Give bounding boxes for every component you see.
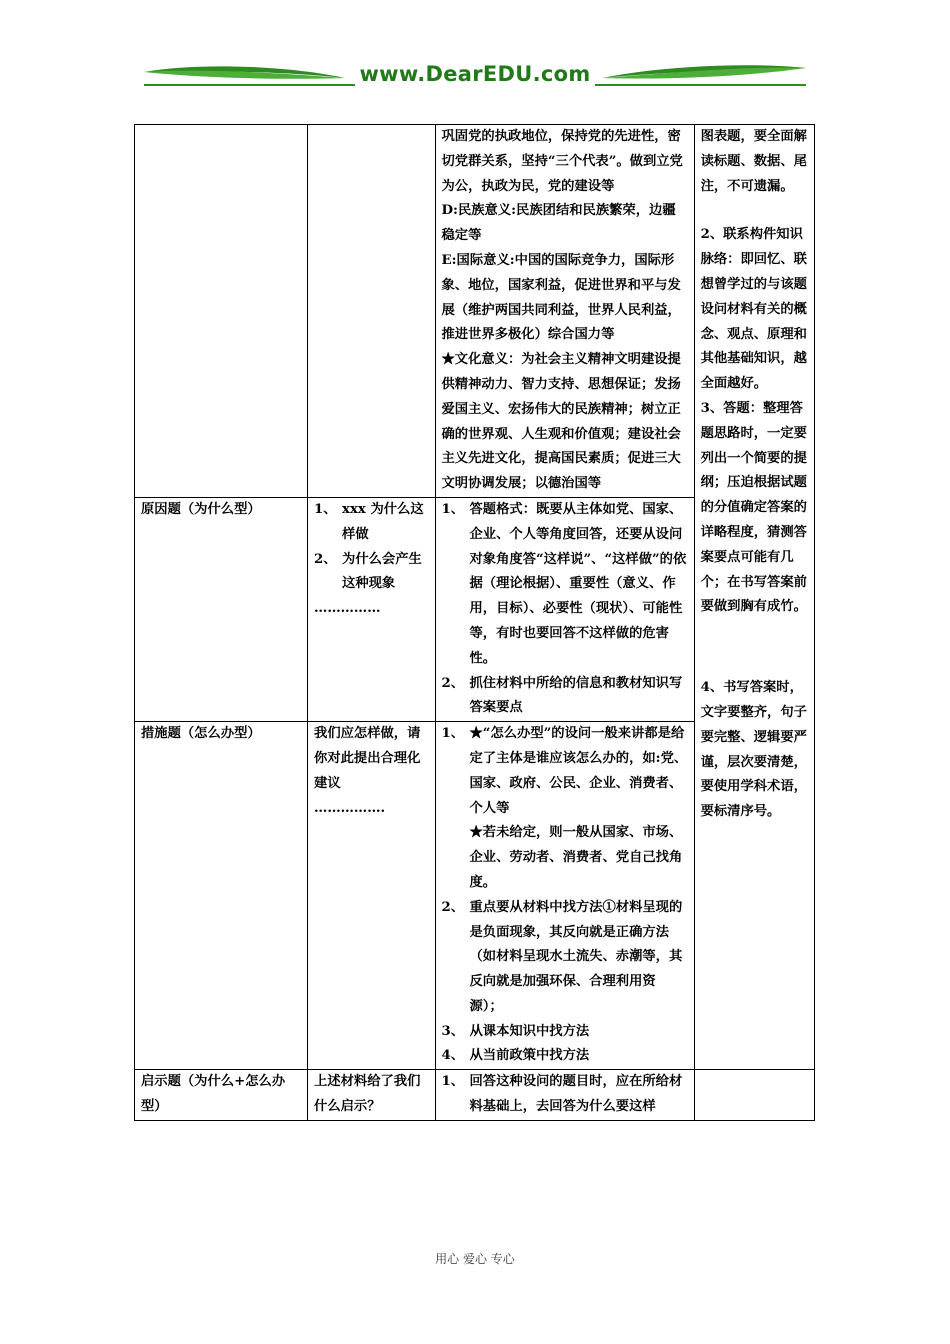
list-number: 2、 — [314, 551, 337, 567]
list-item — [442, 821, 688, 895]
tip-text: 2、联系构件知识脉络：即回忆、联想曾学过的与该题设问材料有关的概念、观点、原理和其他基础知识，越全面越好。 — [700, 227, 807, 392]
question-form-text: 我们应怎样做，请你对此提出合理化建议 — [314, 726, 421, 791]
list-item — [442, 1070, 688, 1120]
list-item — [314, 548, 428, 598]
list-number: 1、 — [441, 726, 465, 742]
question-type-label: 启示题（为什么+怎么办型） — [135, 1070, 308, 1121]
list-number: 1、 — [441, 501, 465, 517]
list-item — [442, 722, 688, 821]
method-text: ★“怎么办型”的设问一般来讲都是给定了主体是谁应该怎么办的，如:党、国家、政府、公民、企业、消费者、个人等 — [469, 726, 688, 816]
question-cell-empty — [308, 125, 435, 498]
tip-text: 图表题，要全面解读标题、数据、尾注，不可遗漏。 — [700, 129, 807, 194]
ellipsis-text: ……………. — [314, 800, 386, 816]
list-number: 2、 — [441, 675, 465, 691]
method-text: ★文化意义：为社会主义精神文明建设提供精神动力、智力支持、思想保证；发扬爱国主义、宏扬伟大的民族精神；树立正确的世界观、人生观和价值观；建设社会主义先进文化，提高国民素质；促进三大文明协调发展；以德治国等 — [441, 352, 681, 492]
tips-cell — [694, 125, 814, 1070]
question-form-text: xxx 为什么这样做 — [342, 501, 424, 542]
method-cell — [435, 722, 694, 1070]
site-header — [140, 58, 810, 94]
page-footer: 用心 爱心 专心 — [435, 1252, 515, 1266]
method-cell — [435, 1070, 694, 1121]
list-item — [442, 498, 688, 672]
question-form-cell — [308, 497, 435, 721]
method-text: 抓住材料中所给的信息和教材知识写答案要点 — [469, 675, 683, 716]
question-form-text: 为什么会产生这种现象 — [342, 551, 422, 592]
list-number: 4、 — [441, 1048, 465, 1064]
question-type-label: 措施题（怎么办型） — [135, 722, 308, 1070]
method-text: E:国际意义:中国的国际竞争力，国际形象、地位，国家利益，促进世界和平与发展（维护两国共同利益，世界人民利益，推进世界多极化）综合国力等 — [441, 252, 681, 343]
question-form-text: 上述材料给了我们什么启示？ — [308, 1070, 435, 1121]
list-item — [442, 672, 688, 722]
table-row — [135, 125, 815, 498]
list-number: 2、 — [441, 899, 465, 915]
type-cell-empty — [135, 125, 308, 498]
ellipsis-text: …………… — [314, 601, 381, 617]
tip-text: 4、书写答案时，文字要整齐，句子要完整、逻辑要严谨，层次要清楚，要使用学科术语，要标清序号。 — [700, 680, 807, 820]
tip-text: 3、答题：整理答题思路时，一定要列出一个简要的提纲；压迫根据试题的分值确定答案的详略程度，猜测答案要点可能有几个；在书写答案前要做到胸有成竹。 — [700, 400, 807, 615]
list-item — [442, 896, 688, 1020]
list-number: 3、 — [441, 1023, 465, 1039]
site-url-logo — [140, 62, 810, 86]
method-text: 巩固党的执政地位，保持党的先进性，密切党群关系，坚持“三个代表”。做到立党为公，执政为民，党的建设等 — [441, 129, 683, 194]
question-type-label: 原因题（为什么型） — [135, 497, 308, 721]
method-text: 从当前政策中找方法 — [469, 1048, 590, 1064]
answer-methods-table — [134, 124, 815, 1121]
table-row — [135, 1070, 815, 1121]
list-item — [442, 1020, 688, 1045]
method-text: 从课本知识中找方法 — [469, 1023, 590, 1039]
method-text: 重点要从材料中找方法①材料呈现的是负面现象，其反向就是正确方法（如材料呈现水土流失、赤潮等，其反向就是加强环保、合理利用资源）； — [469, 899, 683, 1014]
list-item — [442, 1044, 688, 1069]
list-item — [314, 498, 428, 548]
method-text: ★若未给定，则一般从国家、市场、企业、劳动者、消费者、党自己找角度。 — [469, 825, 683, 890]
tips-cell-empty — [694, 1070, 814, 1121]
method-cell — [435, 125, 694, 498]
method-text: 回答这种设问的题目时，应在所给材料基础上，去回答为什么要这样 — [469, 1074, 683, 1115]
list-number: 1、 — [314, 501, 337, 517]
site-url-text: www.DearEDU.com — [355, 62, 594, 86]
list-number: 1、 — [441, 1074, 465, 1090]
method-text: 答题格式：既要从主体如党、国家、企业、个人等角度回答，还要从设问对象角度答“这样说”、“这样做”的依据（理论根据）、重要性（意义、作用，目标）、必要性（现状）、可能性等，有时也要回答不这样做的危害性。 — [469, 501, 687, 666]
method-cell — [435, 497, 694, 721]
question-form-cell — [308, 722, 435, 1070]
method-text: D:民族意义:民族团结和民族繁荣，边疆稳定等 — [441, 203, 676, 244]
